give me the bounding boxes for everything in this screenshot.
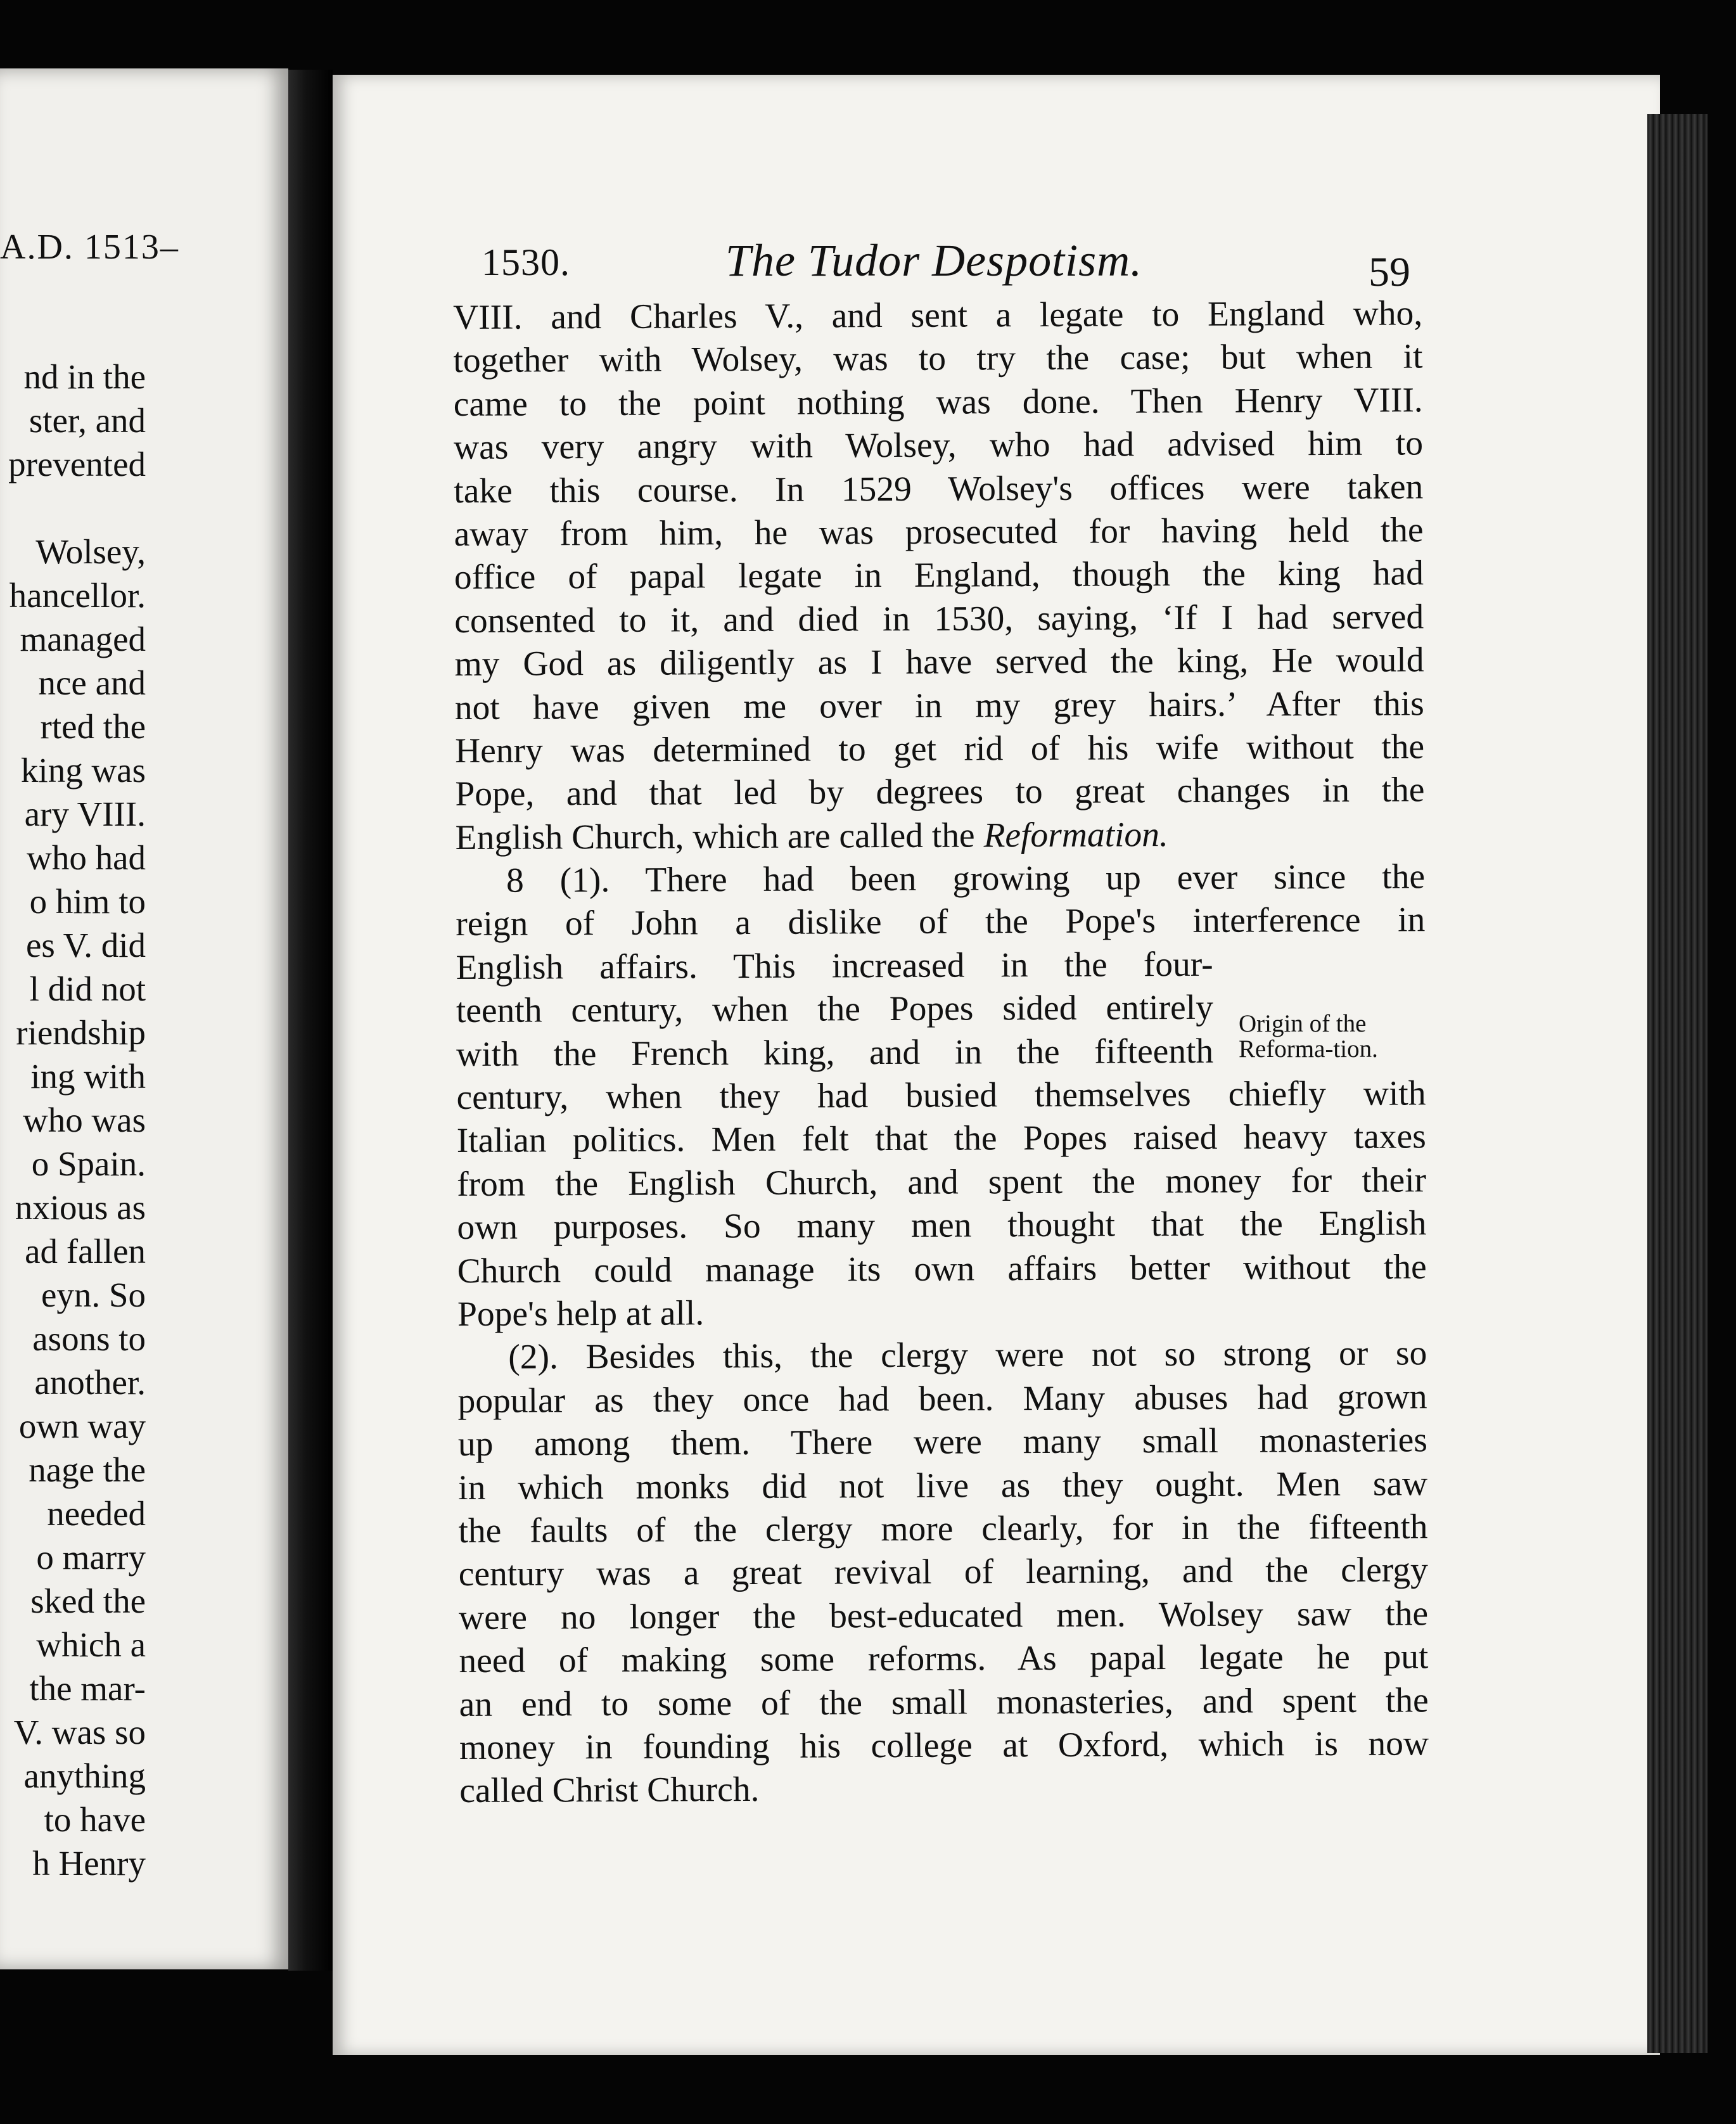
left-page-text — [0, 355, 146, 1885]
text-segment: English Church, which are called the — [455, 816, 984, 857]
text-line: money in founding his college at Oxford, which is now — [459, 1724, 1429, 1767]
left-line: needed — [47, 1494, 146, 1533]
text-line: need of making some reforms. As papal legate he put — [459, 1637, 1429, 1681]
left-line: o marry — [36, 1538, 146, 1577]
text-line: teenth century, when the Popes sided entirely — [456, 988, 1214, 1031]
left-line: which a — [36, 1625, 146, 1664]
text-line: Pope, and that led by degrees to great changes in the — [455, 771, 1425, 814]
left-line: nxious as — [15, 1188, 146, 1227]
running-head — [482, 234, 1419, 295]
left-line: ster, and — [29, 401, 146, 440]
left-line: eyn. So — [41, 1276, 146, 1314]
left-line: sked the — [30, 1582, 146, 1620]
text-line: in which monks did not live as they ought. Men saw — [458, 1464, 1428, 1507]
left-line: nd in the — [23, 357, 146, 396]
text-line: popular as they once had been. Many abuses had grown — [457, 1378, 1427, 1421]
text-line: office of papal legate in England, though the king had — [454, 554, 1424, 598]
text-line: century, when they had busied themselves chiefly with — [456, 1074, 1426, 1118]
text-line: English affairs. This increased in the four- — [456, 945, 1213, 987]
left-line: ad fallen — [25, 1232, 146, 1270]
text-line: reign of John a dislike of the Pope's interference in — [456, 900, 1426, 944]
text-line: Italian politics. Men felt that the Popes raised heavy taxes — [456, 1117, 1426, 1161]
text-line: called Christ Church. — [459, 1770, 760, 1811]
left-line: o Spain. — [31, 1144, 146, 1183]
margin-note: Origin of the Reforma-tion. — [1239, 1010, 1378, 1063]
running-head-year: 1530. — [482, 241, 570, 283]
reformation-italic: Reformation. — [983, 815, 1168, 855]
text-line: not have given me over in my grey hairs.’ After this — [454, 684, 1424, 727]
page-number: 59 — [1369, 249, 1410, 295]
page-edges — [1647, 114, 1707, 2053]
book-gutter — [288, 70, 333, 1971]
text-line: from the English Church, and spent the money for their — [456, 1161, 1427, 1204]
text-line: came to the point nothing was done. Then Henry VIII. — [453, 381, 1423, 424]
left-line: riendship — [16, 1013, 146, 1052]
left-line: king was — [20, 751, 146, 790]
left-line: rted the — [40, 707, 146, 746]
text-line: up among them. There were many small monasteries — [457, 1421, 1428, 1464]
left-line: who was — [22, 1101, 146, 1139]
left-line: hancellor. — [9, 576, 146, 615]
text-line: Church could manage its own affairs better without the — [457, 1247, 1427, 1291]
left-line: prevented — [8, 445, 146, 483]
left-line: l did not — [29, 969, 146, 1008]
left-line: asons to — [32, 1319, 146, 1358]
text-line: 8 (1). There had been growing up ever since the — [506, 857, 1426, 900]
text-line: consented to it, and died in 1530, saying, ‘If I had served — [454, 598, 1424, 641]
running-head-title: The Tudor Despotism. — [725, 235, 1143, 286]
text-line: were no longer the best-educated men. Wolsey saw the — [458, 1594, 1429, 1637]
text-line: an end to some of the small monasteries, and spent the — [459, 1680, 1429, 1724]
text-line: the faults of the clergy more clearly, for in the fifteenth — [458, 1507, 1428, 1551]
left-line: another. — [34, 1363, 146, 1402]
left-line: the mar- — [29, 1669, 146, 1708]
text-line: away from him, he was prosecuted for having held the — [454, 511, 1424, 554]
left-line: managed — [20, 620, 146, 658]
left-page — [0, 68, 288, 1969]
left-line: nage the — [29, 1450, 146, 1489]
left-line: own way — [18, 1407, 146, 1445]
left-line: V. was so — [13, 1713, 146, 1751]
left-line — [0, 486, 146, 530]
text-line: century was a great revival of learning, and the clergy — [458, 1551, 1428, 1594]
text-line: take this course. In 1529 Wolsey's offices were taken — [454, 467, 1424, 511]
text-line: own purposes. So many men thought that the English — [457, 1204, 1427, 1248]
text-line: together with Wolsey, was to try the case; but when it — [453, 337, 1423, 381]
left-line: ing with — [30, 1057, 146, 1096]
text-line: was very angry with Wolsey, who had advised him to — [453, 424, 1424, 468]
left-line: Wolsey, — [35, 532, 146, 571]
left-line: o him to — [29, 882, 146, 921]
left-line: ary VIII. — [24, 795, 146, 833]
left-line: to have — [44, 1800, 146, 1839]
left-line: es V. did — [26, 926, 146, 964]
left-line: h Henry — [32, 1844, 146, 1883]
text-line: with the French king, and in the fifteenth — [456, 1032, 1214, 1074]
text-line: my God as diligently as I have served the king, He would — [454, 641, 1424, 684]
left-running-head: A.D. 1513– — [0, 227, 179, 267]
text-line: Pope's help at all. — [457, 1294, 705, 1334]
text-line: VIII. and Charles V., and sent a legate to England who, — [453, 294, 1423, 337]
left-line: nce and — [38, 663, 146, 702]
text-line: Henry was determined to get rid of his wife without the — [454, 727, 1425, 771]
left-line: who had — [27, 838, 146, 877]
text-line: (2). Besides this, the clergy were not so strong or so — [508, 1334, 1427, 1378]
left-line: anything — [23, 1756, 146, 1795]
text-line — [456, 812, 1425, 860]
